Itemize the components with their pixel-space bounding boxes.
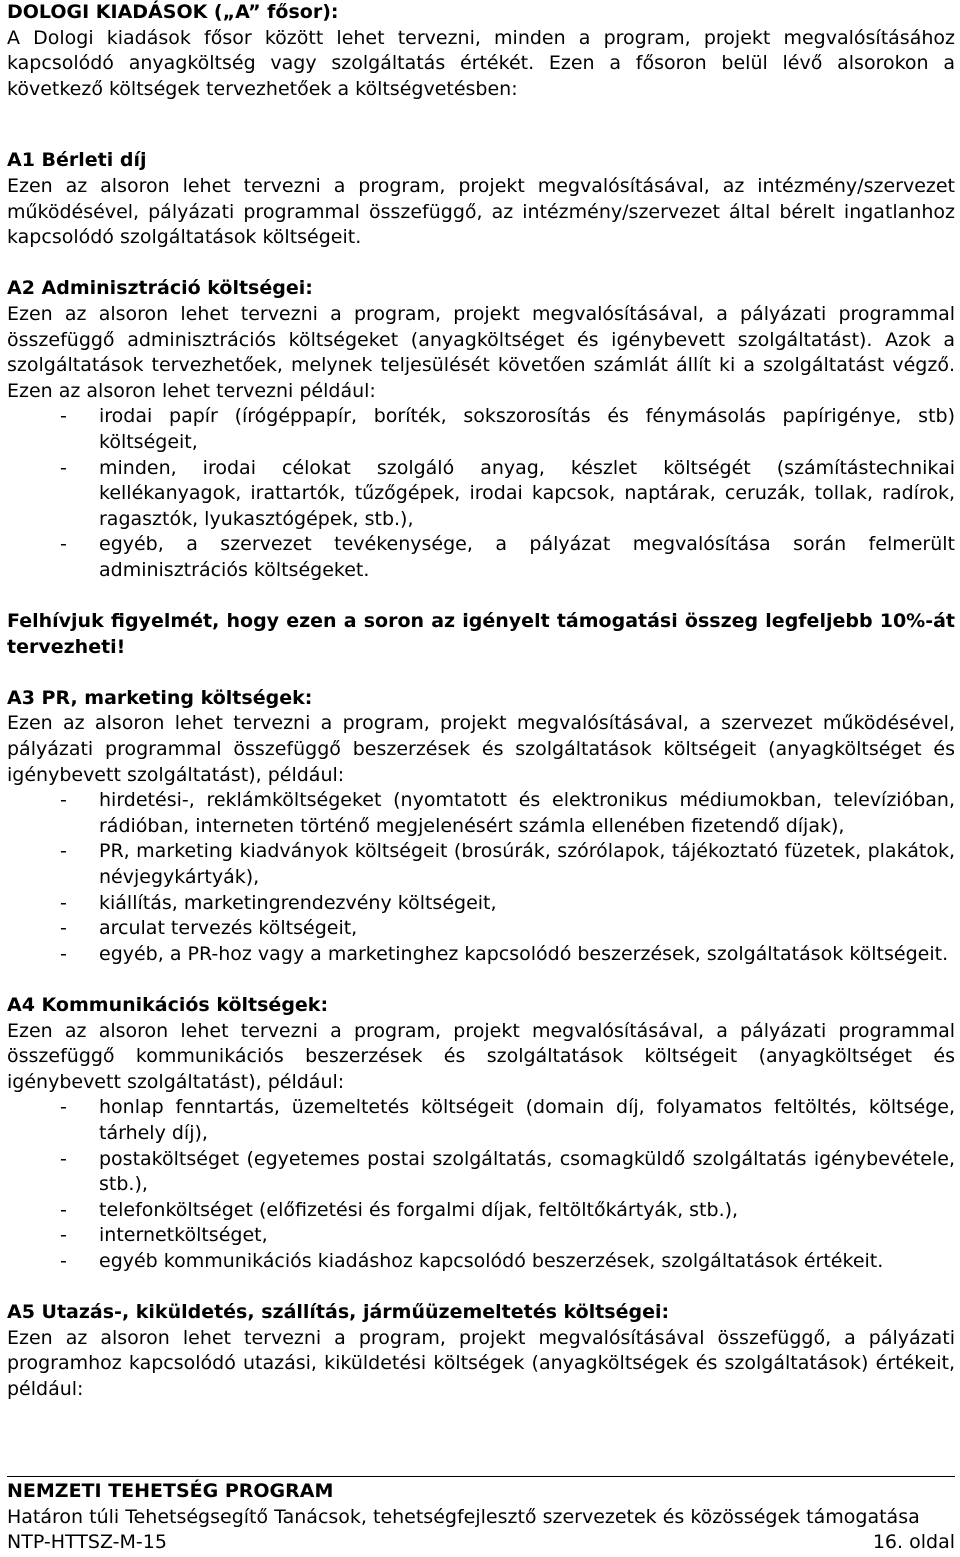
bullet-list [7, 788, 955, 967]
bullet-list [7, 404, 955, 583]
list-item: - egyéb, a szervezet tevékenysége, a pályázat megvalósítása során felmerült adminisztrációs költségeket. [60, 533, 955, 581]
footer-code: NTP-HTTSZ-M-15 [7, 1531, 167, 1554]
document-body [7, 0, 955, 1402]
dash-bullet-icon: - [60, 917, 67, 940]
footer-row [7, 1530, 955, 1556]
page-footer [7, 1479, 955, 1556]
section-a5 [7, 1300, 955, 1402]
footer-divider [7, 1476, 955, 1477]
section-text: Ezen az alsoron lehet tervezni a program, projekt megvalósításával, a szervezet működésével, pályázati programmal összefüggő beszerzések és szolgáltatások költségeit (anyagköltséget és igénybevett szolgáltatást), például: [7, 712, 955, 786]
section-text: A Dologi kiadások fősor között lehet tervezni, minden a program, projekt megvalósításához kapcsolódó anyagköltség vagy szolgáltatás értékét. Ezen a fősoron belül lévő alsorokon a következő költségek tervezhetőek a költségvetésben: [7, 26, 955, 100]
section-text: Ezen az alsoron lehet tervezni a program, projekt megvalósításával, az intézmény/szervezet működésével, pályázati programmal összefüggő, az intézmény/szervezet által bérelt ingatlanhoz kapcsolódó szolgáltatások költségeit. [7, 174, 955, 249]
dash-bullet-icon: - [60, 1198, 67, 1221]
list-item: - internetköltséget, [7, 1223, 955, 1249]
list-item: - telefonköltséget (előfizetési és forgalmi díjak, feltöltőkártyák, stb.), [7, 1198, 955, 1224]
dash-bullet-icon: - [60, 1147, 67, 1170]
dash-bullet-icon: - [60, 456, 67, 479]
section-title: A3 PR, marketing költségek: [7, 686, 313, 709]
dash-bullet-icon: - [60, 1249, 67, 1272]
dash-bullet-icon: - [60, 1096, 67, 1119]
section-a3 [7, 686, 955, 968]
list-item: - egyéb kommunikációs kiadáshoz kapcsolódó beszerzések, szolgáltatások értékeit. [7, 1249, 955, 1275]
dash-bullet-icon: - [60, 405, 67, 428]
section-text: Ezen az alsoron lehet tervezni a program, projekt megvalósításával, a pályázati programmal összefüggő adminisztrációs költségeket (anyagköltséget és igénybevett szolgáltatást). Azok a szolgáltatások tervezhetőek, melynek teljesülését követően számlát állít ki a szolgáltatást végző. Ezen az alsoron lehet tervezni például: [7, 302, 955, 402]
section-title: A2 Adminisztráció költségei: [7, 277, 313, 300]
section-title: DOLOGI KIADÁSOK („A” fősor): [7, 1, 339, 23]
section-intro [7, 0, 955, 102]
dash-bullet-icon: - [60, 533, 67, 556]
list-item: - hirdetési-, reklámköltségeket (nyomtatott és elektronikus médiumokban, televízióban, rádióban, interneten történő megjelenésért számla ellenében fizetendő díjak), [60, 789, 955, 837]
footer-program-title: NEMZETI TEHETSÉG PROGRAM [7, 1480, 334, 1502]
list-item: - irodai papír (írógéppapír, boríték, sokszorosítás és fénymásolás papírigénye, stb) költségeit, [60, 405, 955, 453]
list-item: - arculat tervezés költségeit, [7, 916, 955, 942]
dash-bullet-icon: - [60, 1224, 67, 1247]
list-item: - egyéb, a PR-hoz vagy a marketinghez kapcsolódó beszerzések, szolgáltatások költségeit. [7, 942, 955, 968]
bullet-list [7, 1095, 955, 1274]
notice-text: Felhívjuk figyelmét, hogy ezen a soron az igényelt támogatási összeg legfeljebb 10%-át tervezheti! [7, 610, 955, 658]
section-a4 [7, 993, 955, 1275]
dash-bullet-icon: - [60, 789, 67, 812]
dash-bullet-icon: - [60, 891, 67, 914]
section-title: A1 Bérleti díj [7, 149, 147, 172]
page-number: 16. oldal [872, 1531, 955, 1554]
list-item: - minden, irodai célokat szolgáló anyag, készlet költségét (számítástechnikai kellékanyagok, irattartók, tűzőgépek, irodai kapcsok, naptárak, ceruzák, tollak, radírok, ragasztók, lyukasztógépek, stb.), [60, 456, 955, 530]
section-title: A4 Kommunikációs költségek: [7, 993, 329, 1016]
dash-bullet-icon: - [60, 942, 67, 965]
dash-bullet-icon: - [60, 840, 67, 863]
list-item: - honlap fenntartás, üzemeltetés költségeit (domain díj, folyamatos feltöltés, költsége, tárhely díj), [60, 1096, 955, 1144]
list-item: - PR, marketing kiadványok költségeit (brosúrák, szórólapok, tájékoztató füzetek, plakátok, névjegykártyák), [60, 840, 955, 888]
section-a1 [7, 148, 955, 250]
section-text: Ezen az alsoron lehet tervezni a program, projekt megvalósításával összefüggő, a pályázati programhoz kapcsolódó utazási, kiküldetési költségek (anyagköltségek és szolgáltatások) értékeit, például: [7, 1326, 955, 1400]
list-item: - kiállítás, marketingrendezvény költségeit, [7, 891, 955, 917]
section-text: Ezen az alsoron lehet tervezni a program, projekt megvalósításával, a pályázati programmal összefüggő kommunikációs beszerzések és szolgáltatások költségeit (anyagköltséget és igénybevett szolgáltatást), például: [7, 1019, 955, 1093]
section-title: A5 Utazás-, kiküldetés, szállítás, járműüzemeltetés költségei: [7, 1301, 670, 1324]
list-item: - postaköltséget (egyetemes postai szolgáltatás, csomagküldő szolgáltatás igénybevétele, stb.), [60, 1147, 955, 1196]
section-a2 [7, 276, 955, 660]
footer-subtitle: Határon túli Tehetségsegítő Tanácsok, tehetségfejlesztő szervezetek és közösségek támogatása [7, 1505, 920, 1528]
